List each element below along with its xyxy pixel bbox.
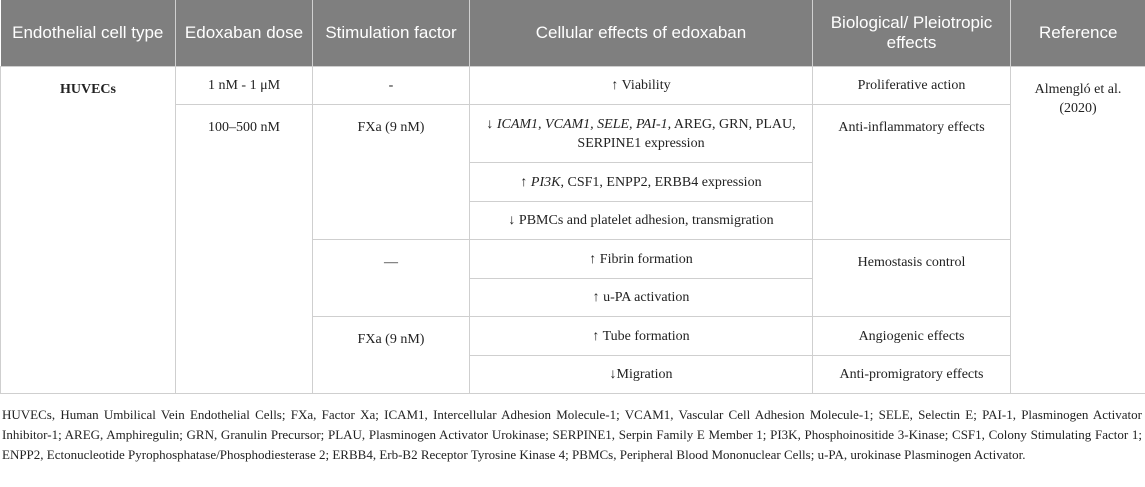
header-cellular-effects: Cellular effects of edoxaban <box>470 0 813 67</box>
cellular-effect: ↑ u-PA activation <box>470 279 813 317</box>
table-footnote: HUVECs, Human Umbilical Vein Endothelial Cells; FXa, Factor Xa; ICAM1, Intercellular Adhesion Molecule-1; VCAM1, Vascular Cell Adhesion Molecule-1; SELE, Selectin E; PAI-1, Plasminogen Activator Inhibitor-1; AREG, Amphiregulin; GRN, Granulin Precursor; PLAU, Plasminogen Activator Urokinase; SERPINE1, Serpin Family E Member 1; PI3K, Phosphoinositide 3-Kinase; CSF1, Colony Stimulating Factor 1; ENPP2, Ectonucleotide Pyrophosphatase/Phosphodiesterase 2; ERBB4, Erb-B2 Receptor Tyrosine Kinase 4; PBMCs, Peripheral Blood Mononuclear Cells; u-PA, urokinase Plasminogen Activator. <box>2 407 1142 462</box>
stimulation-value: - <box>313 67 470 105</box>
cell-type-value: HUVECs <box>1 67 176 394</box>
stimulation-value: — <box>313 240 470 317</box>
cellular-effect: ↑ Fibrin formation <box>470 240 813 279</box>
bio-effect: Proliferative action <box>813 67 1011 105</box>
cellular-effect: ↑ Tube formation <box>470 317 813 356</box>
stimulation-value: FXa (9 nM) <box>313 317 470 394</box>
header-cell-type: Endothelial cell type <box>1 0 176 67</box>
effect-genes-rest: , CSF1, ENPP2, ERBB4 expression <box>560 174 762 190</box>
table-row <box>1 67 1145 105</box>
effect-arrow: ↑ <box>520 174 531 190</box>
effect-arrow: ↓ <box>486 116 497 132</box>
cellular-effect: ↓Migration <box>470 356 813 394</box>
cellular-effect <box>470 105 813 163</box>
reference-value: Almengló et al. (2020) <box>1011 67 1145 394</box>
cellular-effect: ↓ PBMCs and platelet adhesion, transmigration <box>470 202 813 240</box>
header-row <box>1 0 1145 67</box>
stimulation-value: FXa (9 nM) <box>313 105 470 240</box>
bio-effect: Anti-inflammatory effects <box>813 105 1011 240</box>
bio-effect: Angiogenic effects <box>813 317 1011 356</box>
header-stimulation: Stimulation factor <box>313 0 470 67</box>
effect-genes-italic: ICAM1, VCAM1, SELE, PAI-1, <box>496 116 672 132</box>
effect-genes-italic: PI3K <box>530 174 561 190</box>
cellular-effect <box>470 163 813 202</box>
header-dose: Edoxaban dose <box>176 0 313 67</box>
dose-value: 1 nM - 1 μM <box>176 67 313 105</box>
cellular-effect: ↑ Viability <box>470 67 813 105</box>
header-biological-effects: Biological/ Pleiotropic effects <box>813 0 1011 67</box>
bio-effect: Hemostasis control <box>813 240 1011 317</box>
header-reference: Reference <box>1011 0 1145 67</box>
dose-value: 100–500 nM <box>176 105 313 394</box>
bio-effect: Anti-promigratory effects <box>813 356 1011 394</box>
effect-genes-rest: AREG, GRN, PLAU, SERPINE1 expression <box>577 116 796 151</box>
